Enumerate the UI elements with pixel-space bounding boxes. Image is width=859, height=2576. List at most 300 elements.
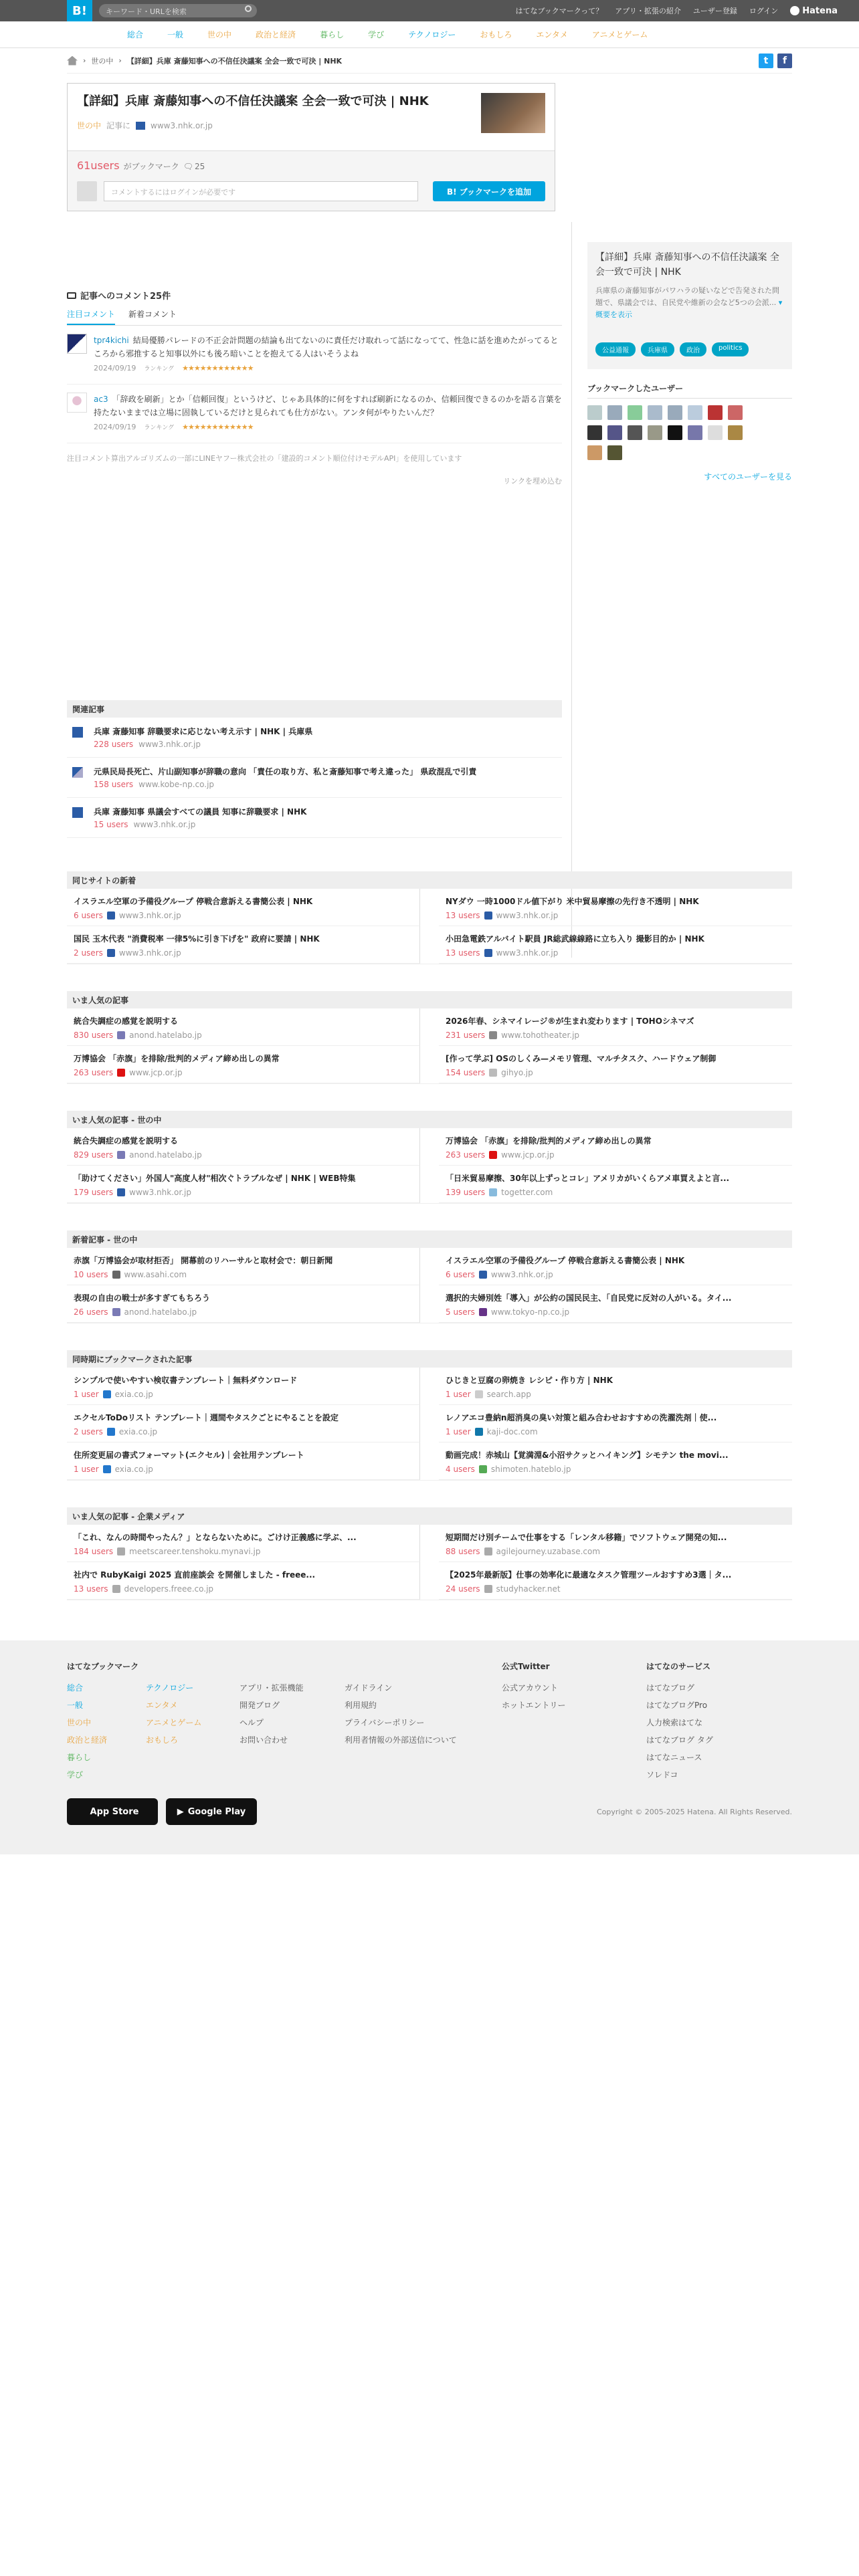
related-title[interactable]: 兵庫 斎藤知事 辞職要求に応じない考え示す | NHK | 兵庫県 [94,727,313,736]
related-domain[interactable]: www3.nhk.or.jp [138,740,201,749]
article-title[interactable]: 万博協会 「赤旗」を排除/批判的メディア締め出しの異常 [446,1136,652,1146]
article-item[interactable] [439,1166,792,1203]
site-favicon [72,767,83,778]
article-users[interactable]: 13 users [74,1584,108,1594]
footer-link[interactable]: はてなブログ [646,1683,695,1693]
article-item[interactable] [67,889,420,926]
article-domain[interactable]: www.jcp.or.jp [501,1150,555,1160]
article-meta [74,1270,413,1279]
article-item[interactable] [439,1046,792,1083]
article-section [67,1111,792,1204]
footer-category-link[interactable]: エンタメ [146,1701,178,1710]
rank-label: ランキング [144,366,175,372]
tag-chip[interactable]: politics [712,342,749,356]
user-avatar[interactable] [628,425,642,440]
category-link[interactable]: 総合 [127,30,144,39]
article-domain[interactable]: meetscareer.tenshoku.mynavi.jp [129,1547,261,1556]
user-avatar[interactable] [648,425,662,440]
site-favicon [479,1308,487,1316]
site-favicon [484,1547,492,1555]
article-users[interactable]: 263 users [74,1068,114,1077]
site-favicon [72,807,83,818]
article-title[interactable]: ひじきと豆腐の卵焼き レシピ・作り方 | NHK [446,1376,613,1385]
article-grid [67,1128,792,1204]
article-meta [446,1584,785,1594]
article-domain[interactable]: studyhacker.net [496,1584,561,1594]
article-users[interactable]: 6 users [74,911,103,920]
article-title[interactable]: 社内で RubyKaigi 2025 直前座談会 を開催しました - freee... [74,1570,316,1580]
category-link[interactable]: 学び [368,30,385,39]
all-users-link[interactable]: すべてのユーザーを見る [704,472,792,481]
tag-chip[interactable]: 公益通報 [595,342,636,356]
related-domain[interactable]: www3.nhk.or.jp [133,820,196,829]
article-title[interactable]: 万博協会 「赤旗」を排除/批判的メディア締め出しの異常 [74,1054,280,1063]
site-favicon [107,911,115,920]
footer-link[interactable]: はてなニュース [646,1753,702,1762]
article-users[interactable]: 1 user [74,1390,99,1399]
site-favicon [475,1428,483,1436]
article-section [67,1507,792,1600]
register-link[interactable]: ユーザー登録 [692,7,737,15]
user-avatar[interactable] [688,405,702,420]
article-domain[interactable]: www3.nhk.or.jp [118,911,181,920]
site-favicon [489,1069,497,1077]
site-favicon [475,1390,483,1398]
about-link[interactable]: はてなブックマークって？ [515,7,603,15]
article-item[interactable] [439,889,792,926]
user-avatar[interactable] [67,334,87,354]
site-favicon [117,1069,125,1077]
section-heading: 同時期にブックマークされた記事 [67,1350,792,1368]
article-item[interactable] [67,1166,420,1203]
footer-link[interactable]: 人力検索はてな [646,1718,703,1727]
site-favicon [117,1031,125,1039]
add-bookmark-button[interactable]: B! ブックマークを追加 [433,181,545,201]
article-users[interactable]: 26 users [74,1307,108,1317]
related-users[interactable]: 15 users [94,820,128,829]
related-meta [94,820,306,829]
copyright: Copyright © 2005-2025 Hatena. All Rights Reserved. [596,1808,792,1816]
footer-link[interactable]: 開発ブログ [240,1701,280,1710]
search-placeholder: キーワード・URLを検索 [106,7,187,16]
user-avatar[interactable] [587,425,602,440]
apps-link[interactable]: アプリ・拡張の紹介 [615,7,681,15]
article-users[interactable]: 1 user [446,1390,471,1399]
user-avatar[interactable] [607,405,622,420]
article-meta [74,1031,413,1040]
article-title[interactable]: NYダウ 一時1000ドル値下がり 米中貿易摩擦の先行き不透明 | NHK [446,897,699,906]
article-meta [74,1390,413,1399]
login-link[interactable]: ログイン [749,7,779,15]
article-item[interactable] [67,1128,420,1166]
entry-summary-card [587,242,792,369]
article-title[interactable]: 「日米貿易摩擦、30年以上ずっとコレ」アメリカがいくらアメ車買えよと言... [446,1174,730,1183]
article-title[interactable]: 赤旗「万博協会が取材拒否」 開幕前のリハーサルと取材会で：朝日新聞 [74,1256,333,1265]
article-title[interactable]: 選択的夫婦別姓「導入」が公約の国民民主、「自民党に反対の人がいる。タイ... [446,1293,732,1303]
article-users[interactable]: 4 users [446,1465,475,1474]
site-favicon [489,1151,497,1159]
algorithm-note: 注目コメント算出アルゴリズムの一部にLINEヤフー株式会社の「建設的コメント順位付けモデルAPI」を使用しています [67,454,462,463]
entry-domain[interactable]: www3.nhk.or.jp [151,120,213,130]
category-link[interactable]: エンタメ [536,30,568,39]
article-domain[interactable]: www3.nhk.or.jp [496,911,559,920]
article-users[interactable]: 1 user [74,1465,99,1474]
site-favicon [117,1547,125,1555]
site-favicon [112,1585,120,1593]
category-link[interactable]: 一般 [167,30,184,39]
article-meta [74,1068,413,1077]
tab-new-comments[interactable]: 新着コメント [128,310,177,319]
comments-heading: 記事へのコメント25件 [67,289,562,302]
article-domain[interactable]: shimoten.hateblo.jp [490,1465,571,1474]
section-heading: 新着記事 - 世の中 [67,1230,792,1248]
article-users[interactable]: 829 users [74,1150,114,1160]
user-avatar[interactable] [728,425,743,440]
nhk-favicon [136,122,145,130]
article-meta [74,1465,413,1474]
article-item[interactable] [67,1008,420,1046]
section-heading: 同じサイトの新着 [67,871,792,889]
article-grid [67,889,792,964]
category-link[interactable]: 世の中 [207,30,232,39]
footer-category-link[interactable]: テクノロジー [146,1683,194,1693]
rank-stars: ★★★★★★★★★★★★ [182,423,254,431]
article-domain[interactable]: www.asahi.com [124,1270,187,1279]
footer [0,1640,859,1854]
article-title[interactable]: 国民 玉木代表 "消費税率 一律5%に引き下げを" 政府に要請 | NHK [74,934,320,944]
article-meta [74,1150,413,1160]
article-users[interactable]: 13 users [446,948,480,958]
article-title[interactable]: イスラエル空軍の予備役グループ 停戦合意訴える書簡公表 | NHK [446,1256,685,1265]
tab-featured-comments[interactable]: 注目コメント [67,308,115,325]
tag-chip[interactable]: 政治 [680,342,706,356]
article-item[interactable] [439,1285,792,1323]
bookmark-label: がブックマーク [123,162,179,171]
user-avatar[interactable] [607,445,622,460]
site-favicon [112,1271,120,1279]
article-item[interactable] [439,1525,792,1562]
section-heading: いま人気の記事 - 企業メディア [67,1507,792,1525]
related-articles [67,700,562,838]
show-summary-button[interactable]: ▾ 概要を表示 [595,298,783,319]
related-meta [94,780,476,789]
category-link[interactable]: テクノロジー [408,30,456,39]
article-item[interactable] [439,926,792,964]
rank-label: ランキング [144,425,175,431]
hatena-icon [790,6,799,15]
article-meta [74,1547,413,1556]
article-domain[interactable]: exia.co.jp [114,1465,153,1474]
article-grid [67,1368,792,1481]
section-heading: いま人気の記事 - 世の中 [67,1111,792,1128]
related-item[interactable] [67,798,562,838]
related-users[interactable]: 228 users [94,740,134,749]
embed-link[interactable]: リンクを埋め込む [503,477,562,486]
article-meta [74,1188,413,1197]
article-meta [74,1584,413,1594]
article-domain[interactable]: exia.co.jp [114,1390,153,1399]
article-users[interactable]: 830 users [74,1031,114,1040]
footer-link[interactable]: ヘルプ [240,1718,264,1727]
user-avatar[interactable] [587,445,602,460]
comment-date[interactable]: 2024/09/19 [94,364,136,372]
related-domain[interactable]: www.kobe-np.co.jp [138,780,215,789]
article-domain[interactable]: exia.co.jp [118,1427,158,1436]
breadcrumb: › 世の中 › 【詳細】兵庫 斎藤知事への不信任決議案 全会一致で可決 | NHK t f [67,48,792,74]
article-section [67,1350,792,1481]
article-domain[interactable]: www.jcp.or.jp [129,1068,183,1077]
app-store-badge[interactable]: App Store [67,1798,158,1825]
user-avatar[interactable] [668,425,682,440]
article-title[interactable]: レノアエコ豊納n超消臭の臭い対策と組み合わせおすすめの洗濯洗剤｜使... [446,1413,717,1422]
entry-category[interactable]: 世の中 [77,121,102,130]
article-meta [446,1150,785,1160]
entry-site-label: 記事に [106,121,131,130]
related-item[interactable] [67,758,562,798]
site-favicon [72,727,83,738]
article-users[interactable]: 184 users [74,1547,114,1556]
related-title[interactable]: 元県民局長死亡、片山副知事が辞職の意向 「責任の取り方、私と斎藤知事で考え違った」 県政混乱で引責 [94,767,477,776]
footer-link[interactable]: プライバシーポリシー [345,1718,425,1727]
site-favicon [489,1031,497,1039]
article-item[interactable] [67,1405,420,1442]
article-title[interactable]: 短期間だけ別チームで仕事をする「レンタル移籍」でソフトウェア開発の知... [446,1533,727,1542]
article-item[interactable] [67,1368,420,1405]
article-users[interactable]: 154 users [446,1068,486,1077]
article-title[interactable]: [作って学ぶ] OSのしくみ—メモリ管理、マルチタスク、ハードウェア制御 [446,1054,717,1063]
article-item[interactable] [67,1046,420,1083]
home-icon[interactable] [67,56,78,66]
article-meta [446,1547,785,1556]
article-users[interactable]: 24 users [446,1584,480,1594]
article-title[interactable]: イスラエル空軍の予備役グループ 停戦合意訴える書簡公表 | NHK [74,897,313,906]
summary-title[interactable]: 【詳細】兵庫 斎藤知事への不信任決議案 全会一致で可決 | NHK [595,252,779,278]
hatena-logo[interactable]: Hatena [790,6,838,16]
related-title[interactable]: 兵庫 斎藤知事 県議会すべての議員 知事に辞職要求 | NHK [94,807,307,817]
user-avatar[interactable] [668,405,682,420]
article-title[interactable]: シンプルで使いやすい検収書テンプレート｜無料ダウンロード [74,1376,298,1385]
article-domain[interactable]: anond.hatelabo.jp [129,1150,202,1160]
site-favicon [484,1585,492,1593]
footer-category-link[interactable]: 総合 [67,1683,84,1693]
article-users[interactable]: 6 users [446,1270,475,1279]
column-divider [571,222,572,958]
services-title: はてなのサービス [646,1662,711,1671]
article-domain[interactable]: search.app [486,1390,531,1399]
article-item[interactable] [439,1128,792,1166]
comment-item [67,326,562,385]
user-avatar[interactable] [728,405,743,420]
article-domain[interactable]: developers.freee.co.jp [124,1584,214,1594]
article-item[interactable] [67,1525,420,1562]
bookmark-user-count[interactable]: 61users [77,159,120,172]
article-title[interactable]: 統合失調症の感覚を説明する [74,1016,179,1026]
article-meta [446,1465,785,1474]
article-item[interactable] [439,1442,792,1480]
footer-link[interactable]: ソレドコ [646,1770,678,1780]
article-meta [446,1031,785,1040]
related-meta [94,740,312,749]
article-users[interactable]: 2 users [74,948,103,958]
article-meta [446,1068,785,1077]
article-users[interactable]: 10 users [74,1270,108,1279]
article-domain[interactable]: agilejourney.uzabase.com [496,1547,601,1556]
facebook-share-icon[interactable]: f [777,53,792,68]
article-meta [446,948,785,958]
article-users[interactable]: 263 users [446,1150,486,1160]
article-title[interactable]: 【2025年最新版】仕事の効率化に最適なタスク管理ツールおすすめ3選｜タ... [446,1570,732,1580]
article-meta [446,1390,785,1399]
article-item[interactable] [439,1405,792,1442]
article-item[interactable] [67,1562,420,1600]
site-favicon [107,949,115,957]
comment-input[interactable]: コメントするにはログインが必要です [104,181,418,201]
footer-category-link[interactable]: 政治と経済 [67,1735,108,1745]
article-item[interactable] [439,1368,792,1405]
comment-count-icon: 🗨 [183,162,193,171]
article-meta [446,911,785,920]
article-users[interactable]: 231 users [446,1031,486,1040]
article-domain[interactable]: togetter.com [501,1188,553,1197]
article-title[interactable]: エクセルToDoリスト テンプレート｜週間やタスクごとにやることを設定 [74,1413,339,1422]
article-domain[interactable]: www3.nhk.or.jp [129,1188,191,1197]
user-avatar[interactable] [628,405,642,420]
article-item[interactable] [439,1562,792,1600]
summary-text: 兵庫県の斎藤知事がパワハラの疑いなどで告発された問題で、県議会では、自民党や維新の会など5つの会派... [595,286,779,307]
site-favicon [484,911,492,920]
user-avatar[interactable] [587,405,602,420]
article-domain[interactable]: www.tokyo-np.co.jp [490,1307,570,1317]
comment-count: 25 [195,162,205,171]
article-meta [446,1188,785,1197]
article-grid [67,1008,792,1084]
rank-stars: ★★★★★★★★★★★★ [182,364,254,372]
footer-link[interactable]: はてなブログPro [646,1701,708,1710]
search-input[interactable] [99,4,257,17]
article-title[interactable]: 動画完成！赤城山【覚満淵&小沼サクッとハイキング】シモテン the movi... [446,1451,729,1460]
entry-title[interactable]: 【詳細】兵庫 斎藤知事への不信任決議案 全会一致で可決 | NHK [77,94,429,108]
breadcrumb-title: 【詳細】兵庫 斎藤知事への不信任決議案 全会一致で可決 | NHK [126,56,343,66]
article-title[interactable]: 統合失調症の感覚を説明する [74,1136,179,1146]
article-users[interactable]: 88 users [446,1547,480,1556]
category-link[interactable]: おもしろ [480,30,512,39]
site-favicon [112,1308,120,1316]
footer-link[interactable]: ホットエントリー [502,1701,566,1710]
user-avatar[interactable] [708,425,723,440]
article-item[interactable] [439,1248,792,1285]
article-title[interactable]: 2026年春、シネマイレージ®が生まれ変わります | TOHOシネマズ [446,1016,694,1026]
article-item[interactable] [67,926,420,964]
search-icon[interactable] [245,5,252,12]
article-title[interactable]: 表現の自由の戦士が多すぎてもちろう [74,1293,211,1303]
article-domain[interactable]: www.tohotheater.jp [501,1031,580,1040]
breadcrumb-section[interactable]: 世の中 [91,56,114,66]
article-users[interactable]: 13 users [446,911,480,920]
entry-thumbnail[interactable] [481,93,545,133]
site-favicon [103,1465,111,1473]
article-item[interactable] [67,1442,420,1480]
article-title[interactable]: 小田急電鉄アルバイト駅員 JR総武線線路に立ち入り 撮影目的か | NHK [446,934,704,944]
article-users[interactable]: 1 user [446,1427,471,1436]
article-domain[interactable]: gihyo.jp [501,1068,533,1077]
footer-title: はてなブックマーク [67,1662,139,1671]
footer-category-link[interactable]: 世の中 [67,1718,92,1727]
article-domain[interactable]: www3.nhk.or.jp [496,948,559,958]
twitter-title: 公式Twitter [502,1662,550,1671]
site-favicon [479,1271,487,1279]
comment-user[interactable]: ac3 [94,395,108,404]
footer-link[interactable]: 公式アカウント [502,1683,558,1693]
article-users[interactable]: 5 users [446,1307,475,1317]
category-link[interactable]: アニメとゲーム [591,30,648,39]
user-avatar[interactable] [688,425,702,440]
play-icon: ▶ [177,1806,184,1817]
footer-link[interactable]: はてなブログ タグ [646,1735,713,1745]
article-item[interactable] [439,1008,792,1046]
category-nav [0,21,859,48]
article-domain[interactable]: kaji-doc.com [486,1427,538,1436]
article-item[interactable] [67,1285,420,1323]
footer-category-link[interactable]: 一般 [67,1701,84,1710]
footer-category-link[interactable]: 学び [67,1770,84,1780]
article-users[interactable]: 2 users [74,1427,103,1436]
user-avatar[interactable] [607,425,622,440]
article-domain[interactable]: anond.hatelabo.jp [124,1307,197,1317]
footer-link[interactable]: お問い合わせ [240,1735,288,1745]
article-section [67,871,792,964]
hatena-bookmark-logo[interactable]: B! [67,0,92,21]
article-domain[interactable]: www3.nhk.or.jp [118,948,181,958]
user-avatar[interactable] [648,405,662,420]
comment-text: 結局優勝パレードの不正会計問題の結論も出てないのに責任だけ取れって話になってて、性急に話を進めたがってるところから邪推すると知事以外にも後ろ暗いことを抱えてる人はいそうよね [94,336,559,358]
footer-category-link[interactable]: おもしろ [146,1735,179,1745]
bookmarked-users-heading: ブックマークしたユーザー [587,383,792,399]
comment-date[interactable]: 2024/09/19 [94,423,136,431]
footer-link[interactable]: ガイドライン [345,1683,393,1693]
section-heading: いま人気の記事 [67,991,792,1008]
comment-user[interactable]: tpr4kichi [94,336,129,345]
related-item[interactable] [67,718,562,758]
article-title[interactable]: 住所変更届の書式フォーマット(エクセル)｜会社用テンプレート [74,1451,304,1460]
article-meta [74,948,413,958]
related-heading: 関連記事 [67,700,562,718]
tag-chip[interactable]: 兵庫県 [641,342,674,356]
footer-link[interactable]: 利用者情報の外部送信について [345,1735,457,1745]
article-meta [74,1427,413,1436]
related-users[interactable]: 158 users [94,780,134,789]
article-title[interactable]: 「助けてください」外国人"高度人材"相次ぐトラブルなぜ | NHK | WEB特集 [74,1174,356,1183]
article-section [67,1230,792,1323]
article-domain[interactable]: anond.hatelabo.jp [129,1031,202,1040]
footer-category-link[interactable]: アニメとゲーム [146,1718,202,1727]
article-meta [74,1307,413,1317]
footer-link[interactable]: 利用規約 [345,1701,377,1710]
article-domain[interactable]: www3.nhk.or.jp [490,1270,553,1279]
article-users[interactable]: 179 users [74,1188,114,1197]
category-link[interactable]: 暮らし [320,30,345,39]
site-favicon [107,1428,115,1436]
google-play-badge[interactable]: ▶ Google Play [166,1798,257,1825]
footer-link[interactable]: アプリ・拡張機能 [240,1683,304,1693]
article-title[interactable]: 「これ、なんの時間やったん？」とならないために。ごけけ正義感に学ぶ、... [74,1533,357,1542]
footer-category-link[interactable]: 暮らし [67,1753,92,1762]
article-users[interactable]: 139 users [446,1188,486,1197]
user-avatar[interactable] [708,405,723,420]
twitter-share-icon[interactable]: t [759,53,773,68]
user-avatar[interactable] [67,393,87,413]
category-link[interactable]: 政治と経済 [256,30,296,39]
article-item[interactable] [67,1248,420,1285]
